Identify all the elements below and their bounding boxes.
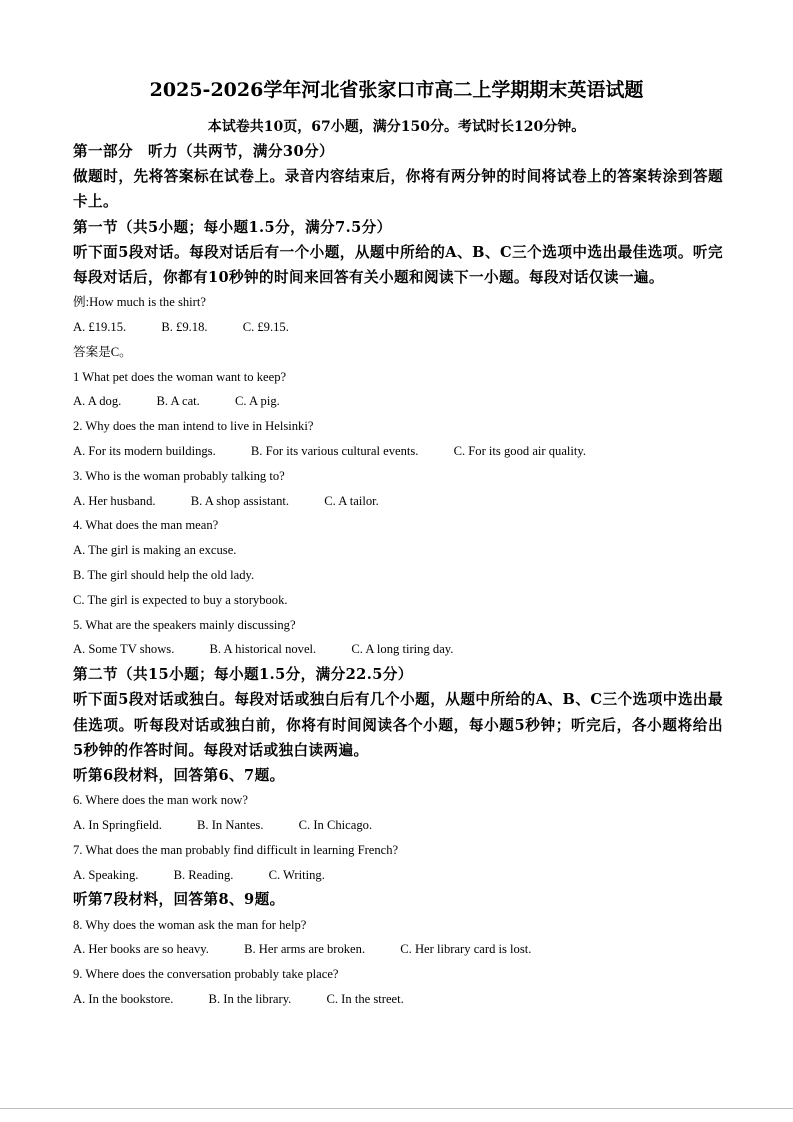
option-b: B. £9.18.	[161, 320, 208, 335]
option-c: C. In Chicago.	[298, 817, 373, 832]
option-c: C. Writing.	[268, 867, 325, 882]
option-a: A. £19.15.	[73, 320, 127, 335]
option-c: C. A tailor.	[324, 493, 379, 508]
option-b: B. For its various cultural events.	[250, 444, 419, 458]
option-b: B. In Nantes.	[197, 817, 264, 832]
option-c: C. In the street.	[326, 991, 404, 1006]
example-answer: 答案是C。	[73, 344, 132, 359]
question-4-option-a: A. The girl is making an excuse.	[73, 543, 237, 558]
question-9: 9. Where does the conversation probably take place?	[73, 967, 339, 982]
question-9-options	[73, 987, 723, 1012]
question-1: 1 What pet does the woman want to keep?	[73, 369, 287, 384]
option-a: A. In Springfield.	[73, 817, 162, 832]
exam-title: 2025-2026学年河北省张家口市高二上学期期末英语试题	[149, 79, 644, 101]
exam-content	[73, 139, 723, 1012]
exam-subtitle: 本试卷共10页，67小题，满分150分。考试时长120分钟。	[207, 119, 586, 135]
section1-heading: 第一节（共5小题；每小题1.5分，满分7.5分）	[73, 218, 392, 236]
question-5-options	[73, 637, 723, 662]
section2-heading: 第二节（共15小题；每小题1.5分，满分22.5分）	[73, 666, 413, 684]
option-c: C. For its good air quality.	[453, 444, 587, 458]
option-a: A. Some TV shows.	[73, 642, 175, 657]
group-7-heading: 听第7段材料，回答第8、9题。	[73, 891, 285, 909]
question-5: 5. What are the speakers mainly discussing?	[73, 617, 296, 632]
section1-instruction: 听下面5段对话。每段对话后有一个小题，从题中所给的A、B、C三个选项中选出最佳选项。听完每段对话后，你都有10秒钟的时间来回答有关小题和阅读下一小题。每段对话仅读一遍。	[73, 243, 723, 287]
question-4: 4. What does the man mean?	[73, 518, 219, 533]
question-6: 6. Where does the man work now?	[73, 793, 248, 808]
option-b: B. Her arms are broken.	[244, 942, 366, 957]
option-a: A. For its modern buildings.	[73, 444, 216, 458]
question-4-option-b: B. The girl should help the old lady.	[73, 567, 255, 582]
option-a: A. A dog.	[73, 394, 122, 409]
option-a: A. Her books are so heavy.	[73, 942, 209, 957]
question-6-options	[73, 813, 723, 838]
option-a: A. Her husband.	[73, 493, 156, 508]
group-6-heading: 听第6段材料，回答第6、7题。	[73, 766, 285, 784]
option-b: B. In the library.	[208, 991, 292, 1006]
part1-heading: 第一部分 听力（共两节，满分30分）	[73, 143, 335, 160]
option-b: B. A shop assistant.	[190, 493, 290, 508]
question-2-options	[73, 439, 723, 464]
option-c: C. A pig.	[235, 394, 280, 409]
option-c: C. £9.15.	[242, 320, 289, 335]
option-c: C. A long tiring day.	[351, 642, 454, 657]
page-bottom-divider	[0, 1108, 793, 1109]
option-b: B. A historical novel.	[209, 642, 317, 657]
section2-instruction: 听下面5段对话或独白。每段对话或独白后有几个小题，从题中所给的A、B、C三个选项中选出最佳选项。听每段对话或独白前，你将有时间阅读各个小题，每小题5秒钟；听完后，各小题将给出5秒钟的作答时间。每段对话或独白读两遍。	[73, 691, 723, 759]
question-3: 3. Who is the woman probably talking to?	[73, 468, 285, 483]
example-options	[73, 315, 723, 340]
option-c: C. Her library card is lost.	[400, 942, 532, 957]
option-a: A. Speaking.	[73, 867, 139, 882]
question-8: 8. Why does the woman ask the man for help?	[73, 917, 307, 932]
option-b: B. Reading.	[173, 867, 234, 882]
question-8-options	[73, 937, 723, 962]
question-4-option-c: C. The girl is expected to buy a storybook.	[73, 592, 288, 607]
option-b: B. A cat.	[156, 394, 200, 409]
question-2: 2. Why does the man intend to live in Helsinki?	[73, 419, 314, 434]
question-7: 7. What does the man probably find difficult in learning French?	[73, 842, 399, 857]
question-7-options	[73, 863, 723, 888]
example-question: 例:How much is the shirt?	[73, 295, 206, 310]
question-3-options	[73, 489, 723, 514]
option-a: A. In the bookstore.	[73, 991, 174, 1006]
part1-instruction: 做题时，先将答案标在试卷上。录音内容结束后，你将有两分钟的时间将试卷上的答案转涂到答题卡上。	[73, 168, 723, 211]
question-1-options	[73, 389, 723, 414]
